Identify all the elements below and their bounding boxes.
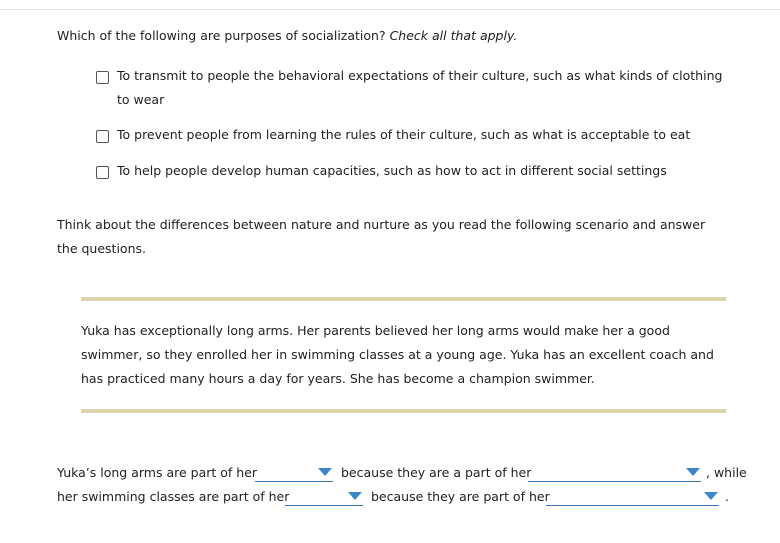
- option-2-label[interactable]: To prevent people from learning the rules of their culture, such as what is acceptable to eat: [117, 127, 691, 142]
- chevron-down-icon: [704, 492, 718, 500]
- fill-text-2: because they are a part of her: [341, 465, 532, 480]
- scenario-text: Yuka has exceptionally long arms. Her parents believed her long arms would make her a good swimmer, so they enrolled her in swimming classes at a young age. Yuka has an excellent coach and has practiced many hours a day for years. She has become a champion swimmer.: [81, 323, 714, 386]
- option-1-label[interactable]: To transmit to people the behavioral expectations of their culture, such as what kinds of clothing to wear: [117, 68, 723, 107]
- option-3[interactable]: [96, 164, 736, 183]
- scenario-top-rule: [81, 297, 726, 301]
- fill-text-6: .: [725, 489, 729, 504]
- dropdown-2[interactable]: [528, 461, 701, 482]
- checkbox-2[interactable]: [96, 130, 109, 143]
- option-2[interactable]: [96, 128, 736, 147]
- question-instruction: Check all that apply.: [389, 28, 518, 43]
- scenario-bottom-rule: [81, 409, 726, 413]
- dropdown-4[interactable]: [546, 485, 719, 506]
- option-3-label[interactable]: To help people develop human capacities, such as how to act in different social settings: [117, 163, 667, 178]
- fill-text-4: her swimming classes are part of her: [57, 489, 290, 504]
- scenario-intro: Think about the differences between nature and nurture as you read the following scenario and answer the questions.: [57, 217, 706, 256]
- dropdown-3[interactable]: [285, 485, 363, 506]
- fill-text-1: Yuka’s long arms are part of her: [57, 465, 258, 480]
- checkbox-1[interactable]: [96, 71, 109, 84]
- fill-text-5: because they are part of her: [371, 489, 550, 504]
- question-text: Which of the following are purposes of socialization?: [57, 28, 386, 43]
- chevron-down-icon: [686, 468, 700, 476]
- option-1[interactable]: [96, 69, 736, 112]
- question-prompt: [57, 27, 517, 45]
- dropdown-1[interactable]: [255, 461, 333, 482]
- checkbox-3[interactable]: [96, 166, 109, 179]
- chevron-down-icon: [348, 492, 362, 500]
- top-divider: [0, 0, 780, 10]
- fill-text-3: , while: [706, 465, 747, 480]
- fill-in-statement: [57, 461, 757, 511]
- chevron-down-icon: [318, 468, 332, 476]
